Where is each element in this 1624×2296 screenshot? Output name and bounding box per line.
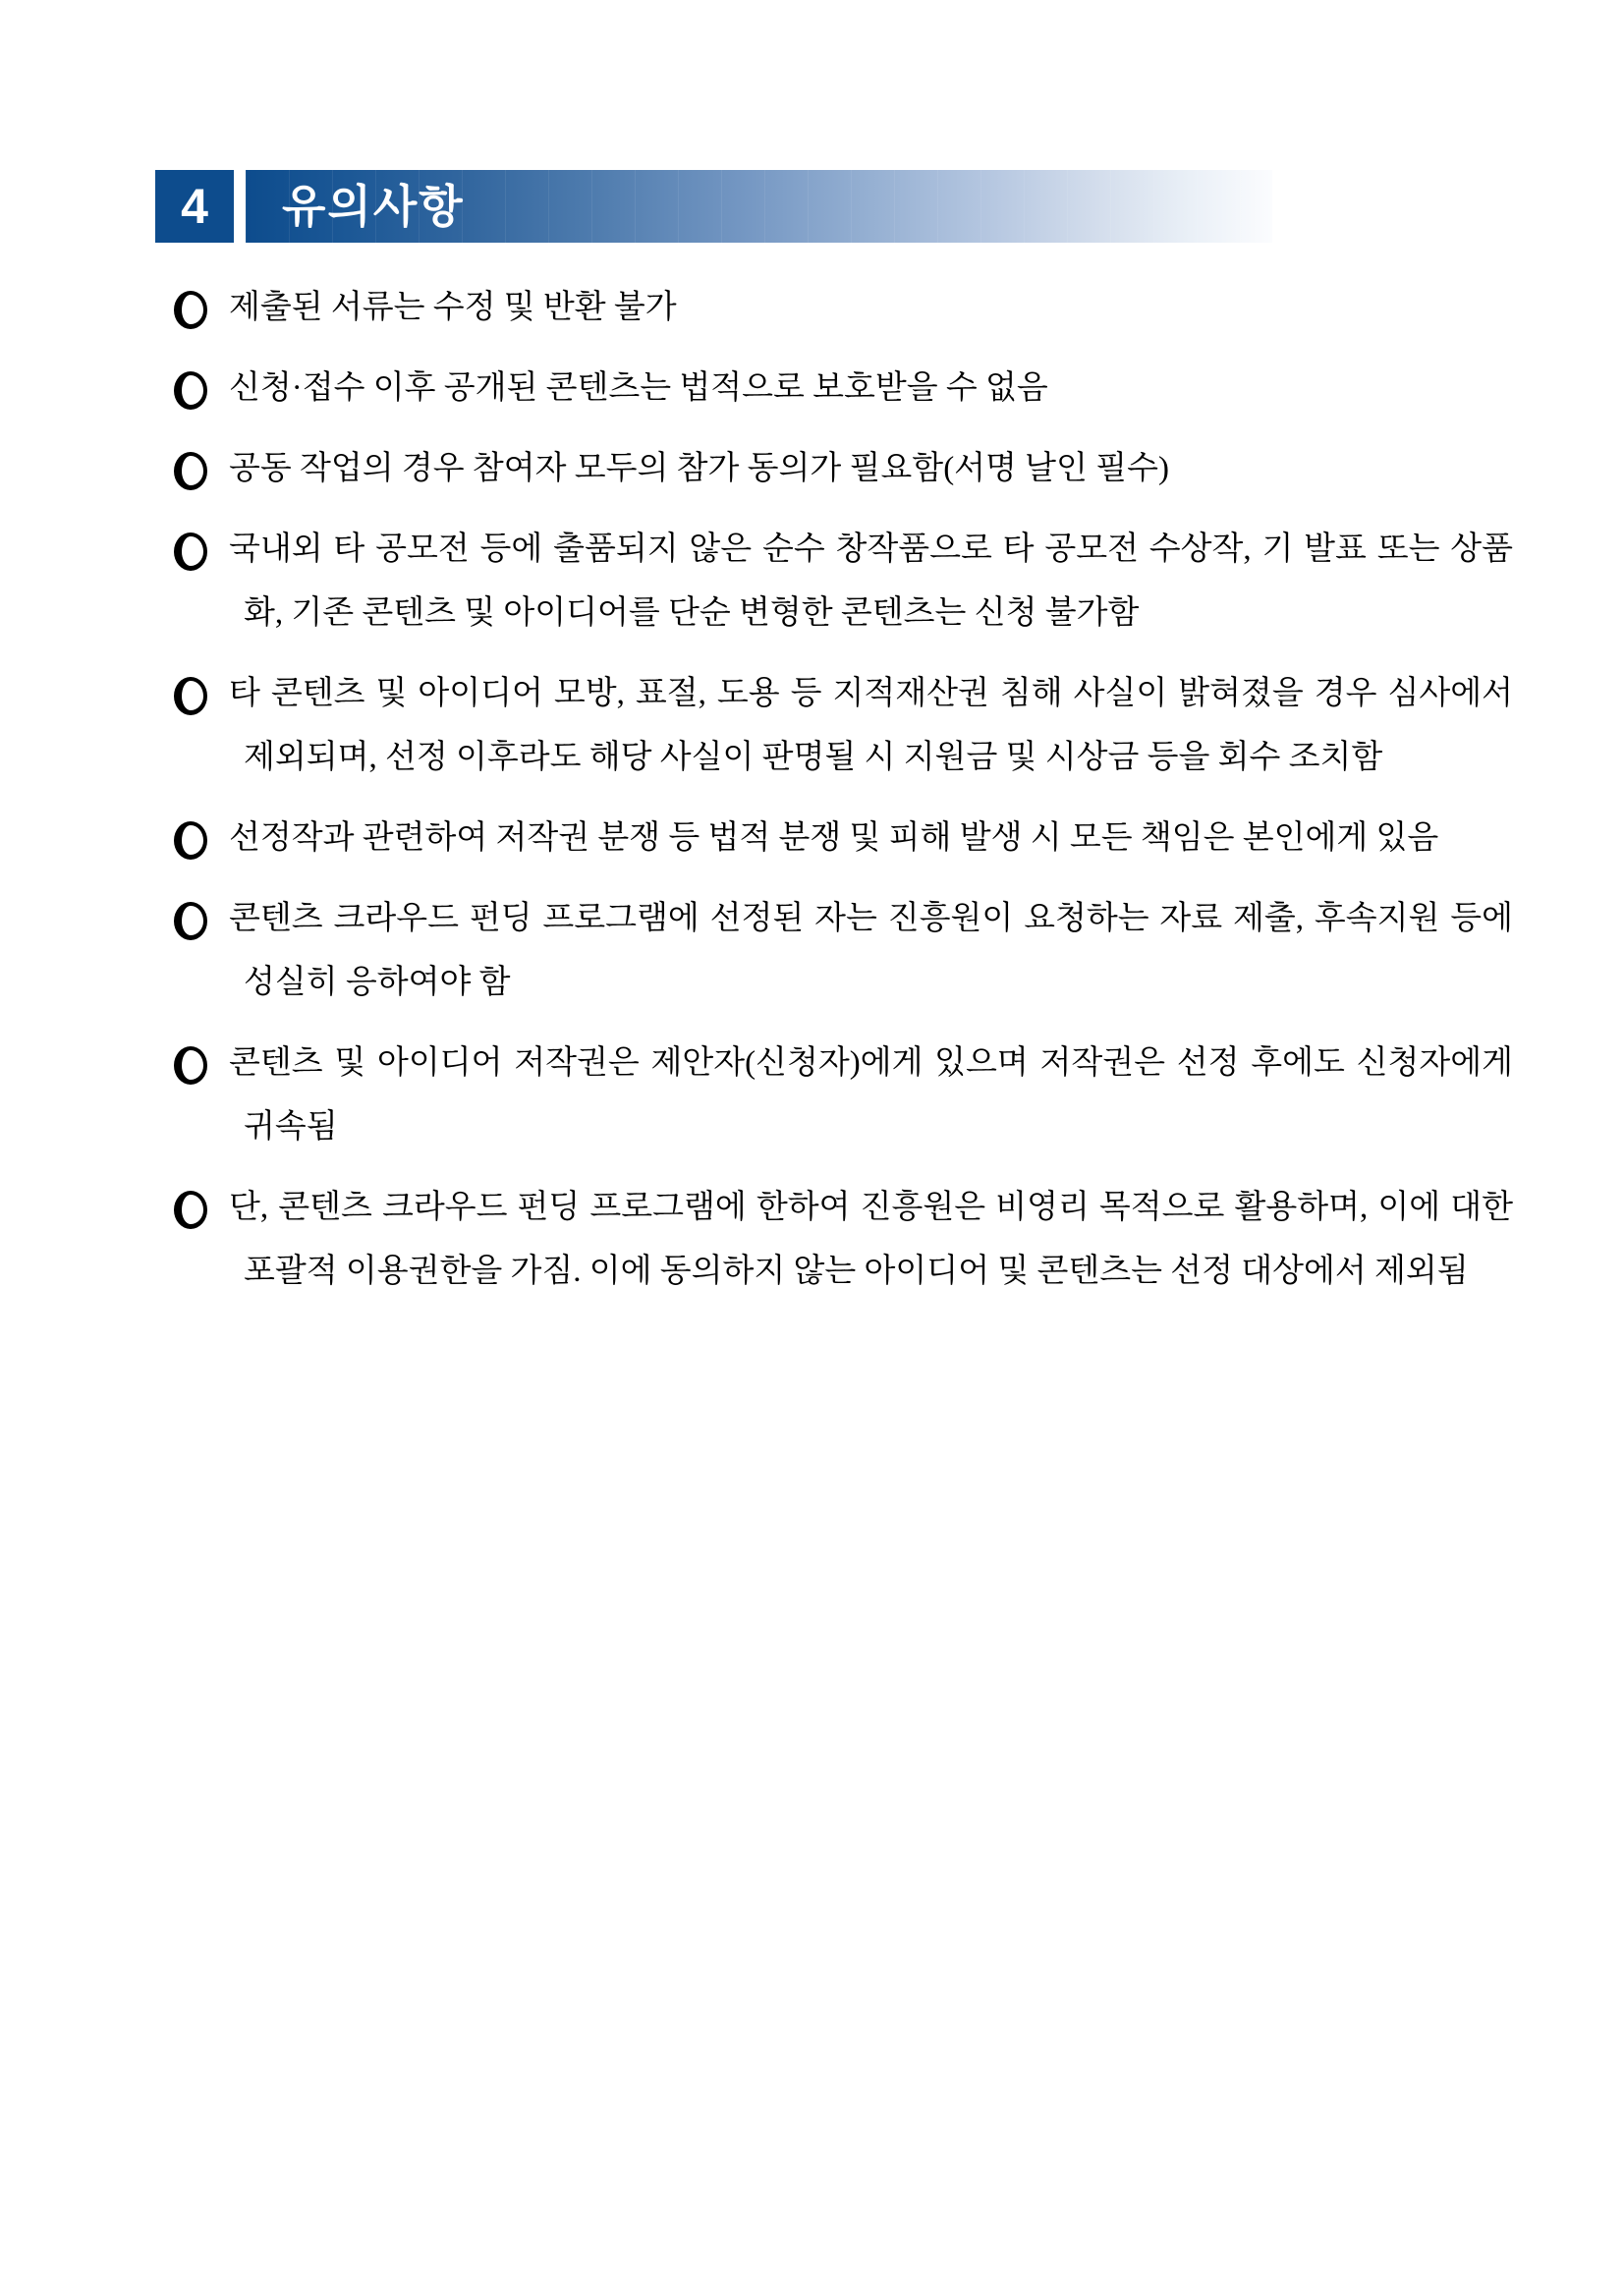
section-number: 4 bbox=[181, 179, 208, 234]
note-item bbox=[174, 807, 1513, 870]
note-item bbox=[174, 1176, 1513, 1304]
note-text: 신청·접수 이후 공개된 콘텐츠는 법적으로 보호받을 수 없음 bbox=[229, 370, 1048, 406]
circle-bullet-icon bbox=[174, 371, 207, 410]
circle-bullet-icon bbox=[174, 1046, 207, 1085]
note-item bbox=[174, 1032, 1513, 1159]
circle-bullet-icon bbox=[174, 821, 207, 860]
circle-bullet-icon bbox=[174, 291, 207, 329]
note-text: 제출된 서류는 수정 및 반환 불가 bbox=[229, 290, 677, 325]
note-text: 콘텐츠 크라우드 펀딩 프로그램에 선정된 자는 진흥원이 요청하는 자료 제출, 후속지원 등에 성실히 응하여야 함 bbox=[229, 901, 1513, 1000]
note-text: 국내외 타 공모전 등에 출품되지 않은 순수 창작품으로 타 공모전 수상작, 기 발표 또는 상품화, 기존 콘텐츠 및 아이디어를 단순 변형한 콘텐츠는 신청 불가함 bbox=[229, 532, 1513, 631]
circle-bullet-icon bbox=[174, 532, 207, 571]
note-item bbox=[174, 437, 1513, 501]
section-title: 유의사항 bbox=[282, 181, 465, 232]
circle-bullet-icon bbox=[174, 1191, 207, 1229]
note-text: 선정작과 관련하여 저작권 분쟁 등 법적 분쟁 및 피해 발생 시 모든 책임은 본인에게 있음 bbox=[229, 820, 1439, 856]
note-text: 단, 콘텐츠 크라우드 펀딩 프로그램에 한하여 진흥원은 비영리 목적으로 활용하며, 이에 대한 포괄적 이용권한을 가짐. 이에 동의하지 않는 아이디어 및 콘텐츠는 선정 대상에서 제외됨 bbox=[229, 1190, 1513, 1289]
section-header bbox=[155, 170, 1272, 243]
circle-bullet-icon bbox=[174, 902, 207, 940]
circle-bullet-icon bbox=[174, 452, 207, 490]
section-number-box bbox=[155, 170, 234, 243]
section-title-bar bbox=[246, 170, 1272, 243]
notes-list bbox=[174, 276, 1513, 1320]
note-item bbox=[174, 357, 1513, 420]
note-text: 콘텐츠 및 아이디어 저작권은 제안자(신청자)에게 있으며 저작권은 선정 후에도 신청자에게 귀속됨 bbox=[229, 1045, 1513, 1145]
note-item bbox=[174, 662, 1513, 790]
note-text: 공동 작업의 경우 참여자 모두의 참가 동의가 필요함(서명 날인 필수) bbox=[229, 451, 1169, 486]
circle-bullet-icon bbox=[174, 677, 207, 715]
note-item bbox=[174, 276, 1513, 340]
note-text: 타 콘텐츠 및 아이디어 모방, 표절, 도용 등 지적재산권 침해 사실이 밝혀졌을 경우 심사에서 제외되며, 선정 이후라도 해당 사실이 판명될 시 지원금 및 시상금 등을 회수 조치함 bbox=[229, 676, 1513, 775]
note-item bbox=[174, 887, 1513, 1015]
note-item bbox=[174, 518, 1513, 645]
